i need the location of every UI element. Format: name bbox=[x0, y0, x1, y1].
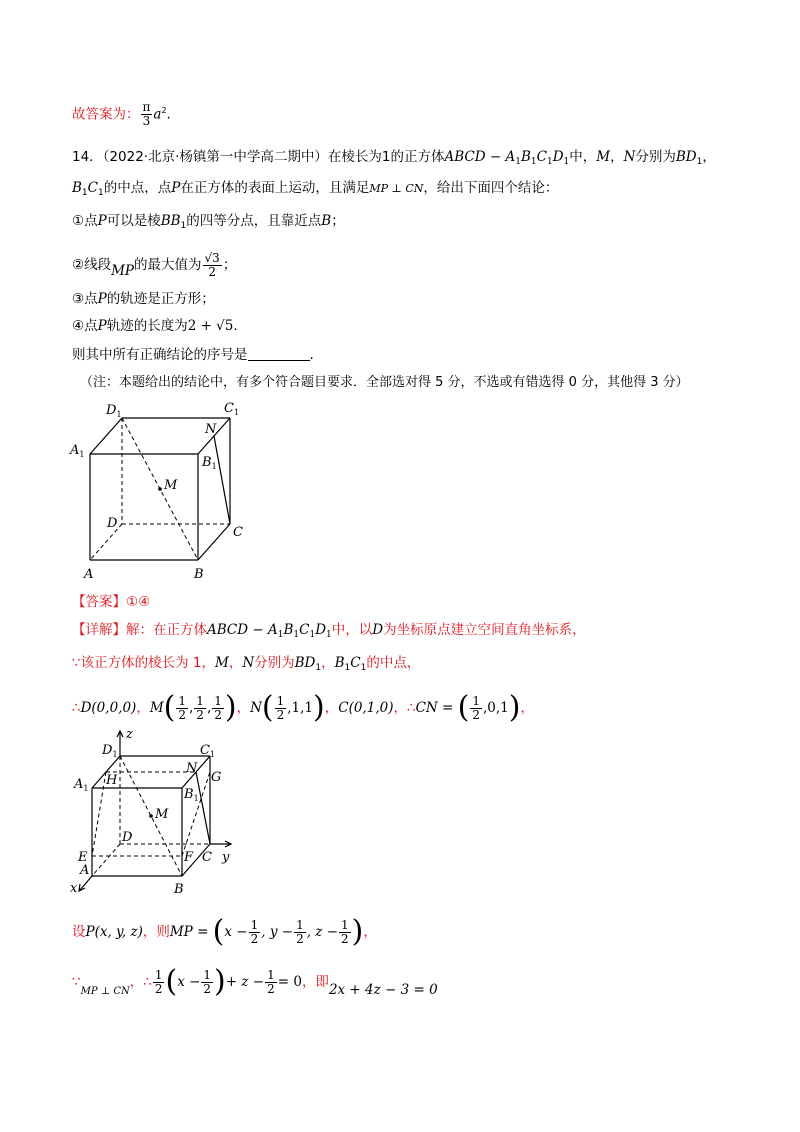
label-z: z bbox=[126, 728, 133, 742]
cube-figure-2-coordinates bbox=[66, 728, 256, 898]
point-m bbox=[158, 487, 162, 491]
detail-line-1: 【详解】解：在正方体ABCD − $A_1B_1C_1D_1$中，以D为坐标原点建立空间直角坐标系， bbox=[72, 622, 586, 640]
label-c: C bbox=[202, 850, 212, 865]
label-m: M bbox=[164, 478, 178, 493]
label-n: N bbox=[205, 422, 217, 437]
cube-name: ABCD − $A_1B_1C_1D_1$ bbox=[444, 149, 570, 167]
label-e: E bbox=[78, 850, 88, 865]
pi-over-3: $\frac{\pi}{3}$ bbox=[142, 100, 151, 128]
label-d: D bbox=[107, 516, 118, 531]
edge-cb bbox=[198, 524, 230, 560]
previous-answer: 故答案为： $\frac{\pi}{3}$ $a^2$. bbox=[72, 100, 171, 128]
label-c1: $C_1$ bbox=[200, 743, 216, 759]
label-d: D bbox=[122, 830, 133, 845]
statement-3: ③点P的轨迹是正方形； bbox=[72, 291, 215, 307]
answer-blank bbox=[248, 346, 310, 361]
label-b: B bbox=[194, 567, 204, 582]
label-x: x bbox=[70, 881, 78, 896]
label-c1: $C_1$ bbox=[224, 401, 240, 417]
scoring-note: （注：本题给出的结论中，有多个符合题目要求．全部选对得 5 分，不选或有错选得 0 分，其他得 3 分） bbox=[80, 375, 689, 390]
problem-line-2: $B_1C_1$的中点，点P在正方体的表面上运动，且满足MP ⊥ CN，给出下面四个结论： bbox=[72, 180, 559, 198]
label-g: G bbox=[211, 770, 222, 785]
statement-2: ②线段MP的最大值为 $\frac{√3}{2}$ ； bbox=[72, 250, 237, 279]
answer-line: 【答案】①④ bbox=[72, 594, 151, 610]
point-m bbox=[149, 814, 153, 818]
statement-1: ①点P可以是棱$BB_1$的四等分点，且靠近点B； bbox=[72, 213, 345, 231]
label-a: A bbox=[80, 863, 90, 878]
segment-he bbox=[92, 772, 106, 856]
x-axis bbox=[80, 876, 92, 890]
edge-da-hidden bbox=[92, 844, 120, 876]
label-a1: $A_1$ bbox=[70, 443, 85, 459]
label-y: y bbox=[222, 850, 230, 865]
sqrt3-over-2: $\frac{√3}{2}$ bbox=[204, 250, 220, 279]
label-a1: $A_1$ bbox=[74, 777, 89, 793]
label-m: M bbox=[155, 807, 169, 822]
label-a: A bbox=[84, 567, 94, 582]
detail-line-4: 设P(x, y, z)，则MP = (x − $\frac{1}{2}$ , y − $\frac{1}{2}$ , z − $\frac{1}{2}$ )， bbox=[72, 914, 377, 949]
segment-fg bbox=[182, 772, 210, 856]
segment-cn bbox=[214, 436, 230, 524]
edge-a1d1 bbox=[90, 418, 122, 454]
label-f: F bbox=[184, 850, 194, 865]
label-b: B bbox=[174, 882, 184, 897]
label-c: C bbox=[233, 525, 243, 540]
label-d1: $D_1$ bbox=[102, 743, 118, 759]
label-h: H bbox=[106, 773, 118, 788]
question-line: 则其中所有正确结论的序号是 . bbox=[72, 347, 314, 363]
statement-4: ④点P轨迹的长度为2 + √5. bbox=[72, 318, 238, 334]
label-d1: $D_1$ bbox=[106, 403, 122, 419]
cube-figure-1 bbox=[60, 392, 260, 588]
detail-line-2: ∵该正方体的棱长为 1，M，N分别为$BD_1$，$B_1C_1$的中点， bbox=[72, 655, 421, 673]
problem-line-1: 14．（2022·北京·杨镇第一中学高二期中）在棱长为1的正方体ABCD − $A_1B_1C_1D_1$中，M，N分别为$BD_1$， bbox=[72, 149, 716, 167]
detail-line-3: ∴D(0,0,0)，M( $\frac{1}{2}$ , $\frac{1}{2}$ , $\frac{1}{2}$ )，N( $\frac{1}{2}$ ,1,1)，C(0,1,0)，∴CN = ( $\frac{1}{2}$ ,0,1)， bbox=[72, 690, 534, 725]
label-n: N bbox=[186, 761, 198, 776]
label-b1: $B_1$ bbox=[202, 455, 217, 471]
label-b1: $B_1$ bbox=[184, 787, 199, 803]
detail-line-5: $\because_{MP \perp CN}$，∴ $\frac{1}{2}$ (x − $\frac{1}{2}$ )+ z − $\frac{1}{2}$ = 0，即2x + 4z − 3 = 0 bbox=[72, 964, 438, 999]
